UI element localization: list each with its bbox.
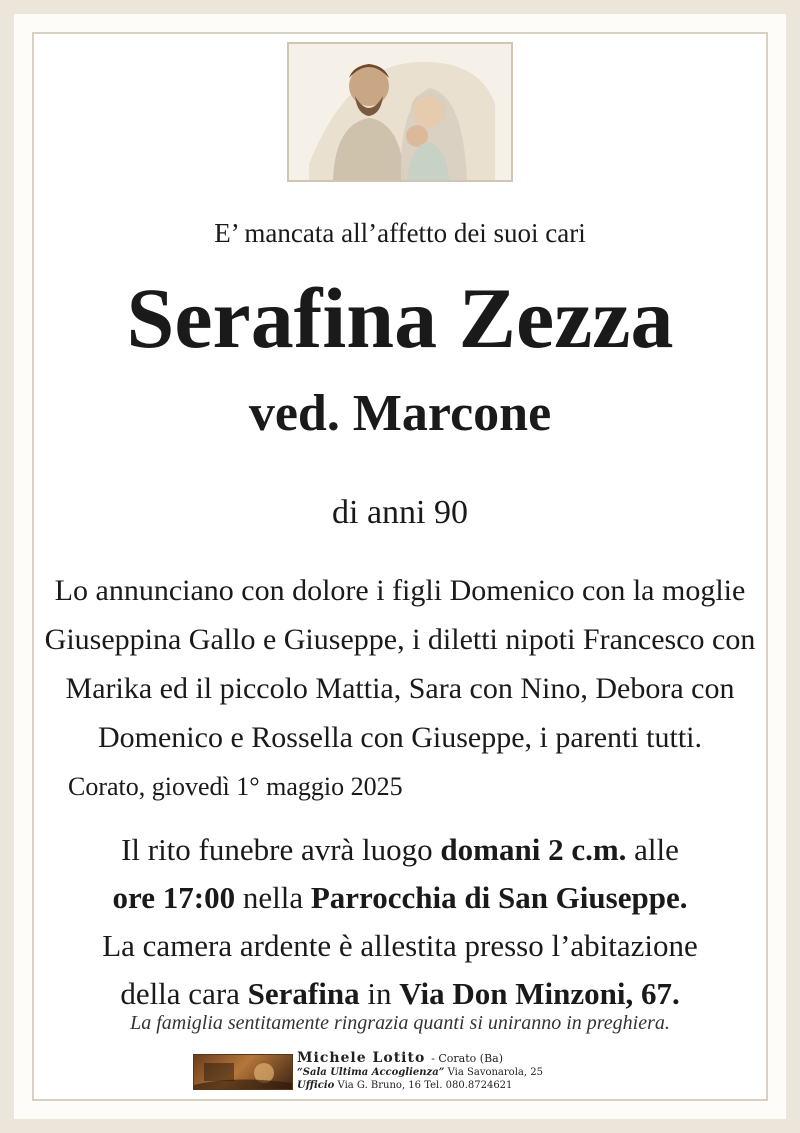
rite-text-part: alle bbox=[626, 832, 679, 867]
thanks-line: La famiglia sentitamente ringrazia quanti si uniranno in preghiera. bbox=[130, 1012, 670, 1034]
rite-line-1 bbox=[40, 826, 760, 874]
office-label: Ufficio bbox=[297, 1080, 335, 1091]
rite-text-part: nella bbox=[235, 880, 311, 915]
rite-text-part: in bbox=[359, 976, 400, 1011]
funeral-home-logo-icon bbox=[193, 1054, 293, 1090]
funeral-home-name-line bbox=[297, 1050, 613, 1066]
widow-of-line: ved. Marcone bbox=[248, 385, 552, 442]
funeral-home-location: - Corato (Ba) bbox=[431, 1052, 504, 1065]
age-line: di anni 90 bbox=[332, 494, 468, 531]
rite-deceased: Serafina bbox=[247, 976, 360, 1011]
funeral-home-name: Michele Lotito bbox=[297, 1050, 426, 1066]
place-date: Corato, giovedì 1° maggio 2025 bbox=[68, 772, 403, 801]
holy-family-icon bbox=[287, 42, 513, 182]
announcement-line: Giuseppina Gallo e Giuseppe, i diletti nipoti Francesco con bbox=[44, 623, 756, 656]
hall-line bbox=[297, 1066, 613, 1079]
rite-line-2 bbox=[40, 874, 760, 922]
hall-address: Via Savonarola, 25 bbox=[447, 1067, 543, 1078]
office-line bbox=[297, 1079, 613, 1092]
rite-text bbox=[40, 826, 760, 1018]
office-address: Via G. Bruno, 16 bbox=[337, 1080, 422, 1091]
rite-text-part: Il rito funebre avrà luogo bbox=[121, 832, 441, 867]
rite-time: ore 17:00 bbox=[112, 880, 236, 915]
rite-date: domani 2 c.m. bbox=[440, 832, 627, 867]
announcement-line: Lo annunciano con dolore i figli Domenico con la moglie bbox=[54, 574, 746, 607]
hall-name: “Sala Ultima Accoglienza” bbox=[297, 1067, 445, 1078]
announcement-line: Marika ed il piccolo Mattia, Sara con Nino, Debora con bbox=[65, 672, 735, 705]
rite-line-4 bbox=[40, 970, 760, 1018]
rite-church: Parrocchia di San Giuseppe. bbox=[310, 880, 688, 915]
rite-address: Via Don Minzoni, 67. bbox=[399, 976, 680, 1011]
intro-line: E’ mancata all’affetto dei suoi cari bbox=[214, 218, 586, 248]
announcement-line: Domenico e Rossella con Giuseppe, i parenti tutti. bbox=[97, 721, 703, 754]
rite-text-part: della cara bbox=[120, 976, 248, 1011]
funeral-home-footer bbox=[193, 1050, 613, 1092]
office-phone: Tel. 080.8724621 bbox=[424, 1080, 513, 1091]
announcement-text bbox=[40, 566, 760, 762]
rite-line-3: La camera ardente è allestita presso l’abitazione bbox=[102, 928, 698, 963]
deceased-name: Serafina Zezza bbox=[126, 270, 674, 366]
funeral-home-info bbox=[297, 1050, 613, 1092]
